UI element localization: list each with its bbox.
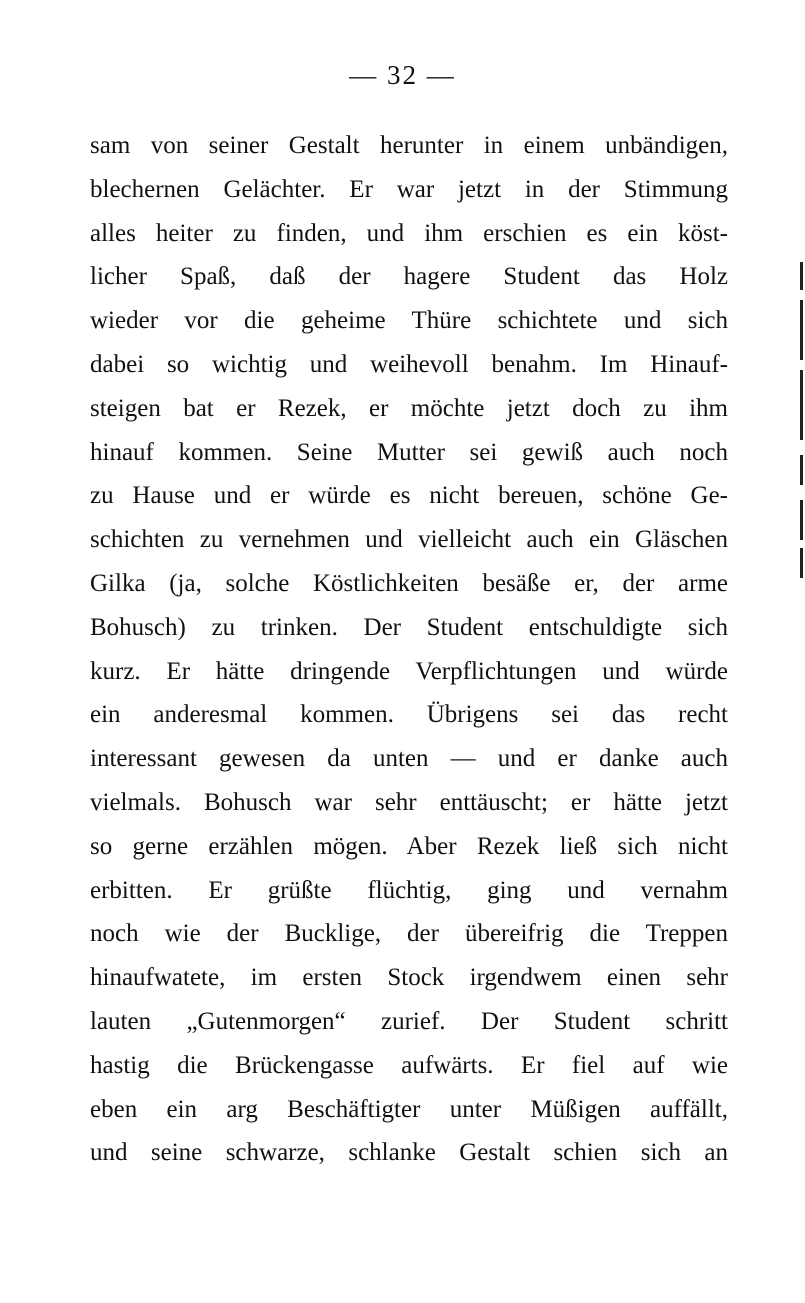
text-line: kurz. Er hätte dringende Verpflichtungen und würde: [90, 657, 728, 685]
text-line: zu Hause und er würde es nicht bereuen, schöne Ge-: [90, 482, 728, 510]
text-line: und seine schwarze, schlanke Gestalt schien sich an: [90, 1139, 728, 1167]
text-line: steigen bat er Rezek, er möchte jetzt doch zu ihm: [90, 394, 728, 422]
text-line: alles heiter zu finden, und ihm erschien es ein köst-: [90, 219, 728, 247]
text-line: ein anderesmal kommen. Übrigens sei das recht: [90, 701, 728, 729]
text-line: licher Spaß, daß der hagere Student das Holz: [90, 263, 728, 291]
text-line: sam von seiner Gestalt herunter in einem unbändigen,: [90, 132, 728, 159]
text-line: hastig die Brückengasse aufwärts. Er fiel auf wie: [90, 1051, 728, 1079]
text-line: lauten „Gutenmorgen“ zurief. Der Student schritt: [90, 1007, 728, 1035]
text-line: Bohusch) zu trinken. Der Student entschuldigte sich: [90, 613, 728, 641]
text-line: erbitten. Er grüßte flüchtig, ging und vernahm: [90, 876, 728, 904]
scan-edge-mark: [800, 455, 803, 485]
text-line: dabei so wichtig und weihevoll benahm. Im Hinauf-: [90, 350, 728, 378]
text-line: hinauf kommen. Seine Mutter sei gewiß auch noch: [90, 438, 728, 466]
scan-edge-mark: [800, 500, 803, 540]
text-line: wieder vor die geheime Thüre schichtete und sich: [90, 307, 728, 335]
text-line: hinaufwatete, im ersten Stock irgendwem einen sehr: [90, 964, 728, 992]
scan-edge-mark: [800, 262, 803, 290]
text-line: blechernen Gelächter. Er war jetzt in der Stimmung: [90, 175, 728, 203]
scan-edge-mark: [800, 300, 803, 360]
text-line: interessant gewesen da unten — und er danke auch: [90, 745, 728, 773]
text-line: eben ein arg Beschäftigter unter Müßigen auffällt,: [90, 1095, 728, 1123]
scan-edge-mark: [800, 370, 803, 440]
text-line: Gilka (ja, solche Köstlichkeiten besäße er, der arme: [90, 569, 728, 597]
page-number: — 32 —: [349, 60, 456, 90]
text-line: schichten zu vernehmen und vielleicht auch ein Gläschen: [90, 526, 728, 554]
text-line: noch wie der Bucklige, der übereifrig die Treppen: [90, 920, 728, 948]
body-text: [90, 124, 728, 1175]
scan-edge-mark: [800, 548, 803, 578]
text-line: so gerne erzählen mögen. Aber Rezek ließ sich nicht: [90, 832, 728, 860]
text-line: vielmals. Bohusch war sehr enttäuscht; er hätte jetzt: [90, 788, 728, 816]
